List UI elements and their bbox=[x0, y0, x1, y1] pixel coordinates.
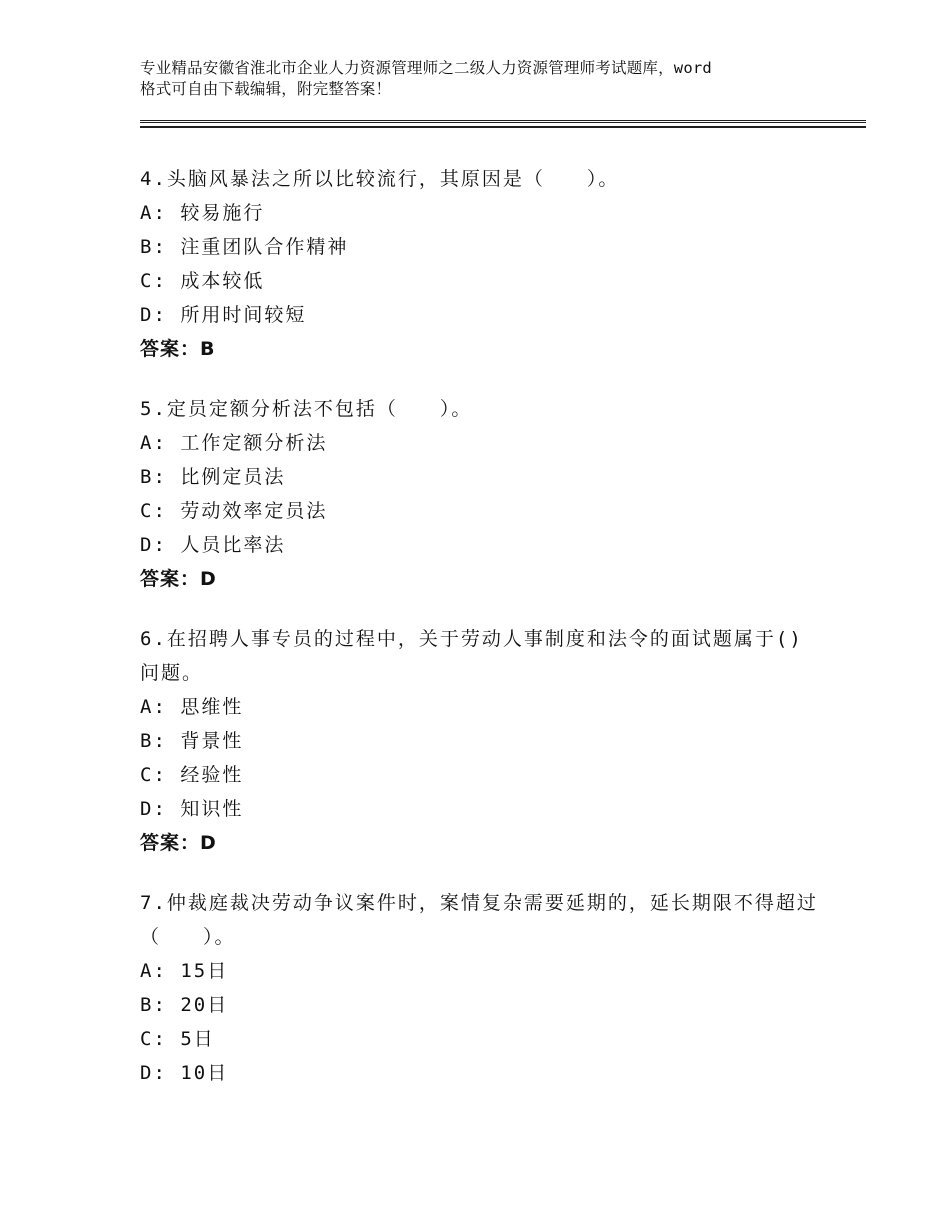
option-a: A: 15日 bbox=[140, 960, 229, 982]
option-a: A: 思维性 bbox=[140, 696, 244, 718]
header-divider bbox=[140, 120, 866, 128]
answer-line: 答案：D bbox=[140, 832, 217, 854]
option-c: C: 经验性 bbox=[140, 764, 244, 786]
document-header bbox=[140, 58, 830, 100]
question-stem: 7.仲裁庭裁决劳动争议案件时，案情复杂需要延期的，延长期限不得超过（ ）。 bbox=[140, 892, 818, 948]
option-d: D: 10日 bbox=[140, 1062, 229, 1084]
option-b: B: 比例定员法 bbox=[140, 466, 286, 488]
header-line-2: 格式可自由下载编辑，附完整答案！ bbox=[140, 80, 392, 98]
option-c: C: 成本较低 bbox=[140, 270, 265, 292]
question-list bbox=[140, 162, 820, 1116]
option-b: B: 背景性 bbox=[140, 730, 244, 752]
question-stem: 4.头脑风暴法之所以比较流行，其原因是（ ）。 bbox=[140, 168, 620, 190]
question-7 bbox=[140, 886, 820, 1090]
option-a: A: 较易施行 bbox=[140, 202, 265, 224]
option-c: C: 劳动效率定员法 bbox=[140, 500, 328, 522]
answer-line: 答案：B bbox=[140, 338, 216, 360]
question-5 bbox=[140, 392, 820, 596]
option-d: D: 知识性 bbox=[140, 798, 244, 820]
option-d: D: 所用时间较短 bbox=[140, 304, 307, 326]
answer-line: 答案：D bbox=[140, 568, 217, 590]
option-d: D: 人员比率法 bbox=[140, 534, 286, 556]
option-b: B: 20日 bbox=[140, 994, 229, 1016]
question-4 bbox=[140, 162, 820, 366]
option-a: A: 工作定额分析法 bbox=[140, 432, 328, 454]
option-c: C: 5日 bbox=[140, 1028, 215, 1050]
question-stem: 6.在招聘人事专员的过程中，关于劳动人事制度和法令的面试题属于()问题。 bbox=[140, 628, 803, 684]
question-6 bbox=[140, 622, 820, 860]
header-line-1: 专业精品安徽省淮北市企业人力资源管理师之二级人力资源管理师考试题库，word bbox=[140, 59, 712, 77]
question-stem: 5.定员定额分析法不包括（ ）。 bbox=[140, 398, 473, 420]
option-b: B: 注重团队合作精神 bbox=[140, 236, 349, 258]
